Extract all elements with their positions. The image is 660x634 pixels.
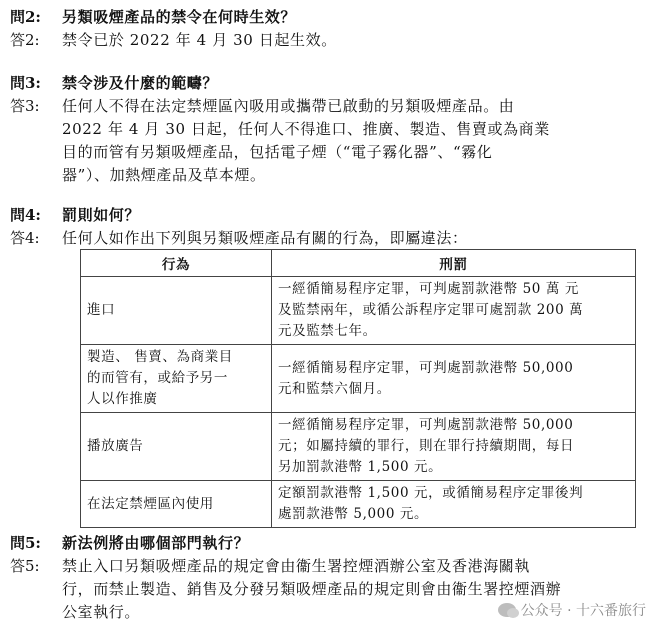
cell-line: 的而管有，或給予另一 xyxy=(87,370,228,386)
penalty-cell xyxy=(272,345,636,413)
answer-label: 答3: xyxy=(10,97,40,115)
wechat-icon xyxy=(498,603,516,617)
question-label: 問2: xyxy=(10,8,41,26)
question-label: 問4: xyxy=(10,206,41,224)
cell-line: 一經循簡易程序定罪，可判處罰款港幣 50,000 xyxy=(278,359,574,376)
answer-line: 行，而禁止製造、銷售及分發另類吸煙產品的規定則會由衞生署控煙酒辦 xyxy=(62,580,562,598)
cell-line: 處罰款港幣 5,000 元。 xyxy=(278,506,429,522)
cell-line: 及監禁兩年，或循公訴程序定罪可處罰款 200 萬 xyxy=(278,302,584,318)
cell-line: 元和監禁六個月。 xyxy=(278,380,391,397)
penalty-cell xyxy=(272,413,636,481)
answer-label: 答2: xyxy=(10,31,40,49)
question-text: 另類吸煙產品的禁令在何時生效？ xyxy=(62,8,297,26)
table-row xyxy=(81,481,636,528)
answer-row xyxy=(0,227,660,250)
cell-line: 進口 xyxy=(87,302,116,318)
table-row xyxy=(81,413,636,481)
watermark xyxy=(498,600,646,620)
column-header-act: 行為 xyxy=(81,250,272,277)
act-cell xyxy=(81,277,272,345)
answer-line: 任何人不得在法定禁煙區內吸用或攜帶已啟動的另類吸煙產品。由 xyxy=(62,97,515,115)
question-text: 新法例將由哪個部門執行？ xyxy=(62,534,250,552)
cell-line: 在法定禁煙區內使用 xyxy=(87,495,214,512)
act-cell xyxy=(81,345,272,413)
penalty-cell xyxy=(272,277,636,345)
cell-line: 元；如屬持續的罪行，則在罪行持續期間，每日 xyxy=(278,438,575,454)
cell-line: 另加罰款港幣 1,500 元。 xyxy=(278,459,443,475)
question-text: 罰則如何？ xyxy=(62,206,141,224)
answer-line: 器”）、加熱煙產品及草本煙。 xyxy=(62,166,266,184)
answer-line: 目的而管有另類吸煙產品，包括電子煙（“電子霧化器”、“霧化 xyxy=(62,143,493,161)
qa-block-2 xyxy=(0,6,660,52)
answer-row xyxy=(0,29,660,52)
answer-label: 答4: xyxy=(10,229,40,247)
answer-label: 答5: xyxy=(10,557,40,575)
answer-line: 公室執行。 xyxy=(62,603,141,621)
answer-row xyxy=(0,95,660,187)
answer-line: 禁止入口另類吸煙產品的規定會由衞生署控煙酒辦公室及香港海關執 xyxy=(62,557,531,575)
question-row xyxy=(0,204,660,227)
answer-text: 禁令已於 2022 年 4 月 30 日起生效。 xyxy=(62,31,337,49)
cell-line: 定額罰款港幣 1,500 元，或循簡易程序定罪後判 xyxy=(278,485,584,501)
cell-line: 一經循簡易程序定罪，可判處罰款港幣 50 萬 元 xyxy=(278,281,579,297)
qa-block-3 xyxy=(0,72,660,187)
table-header-row xyxy=(81,250,636,277)
table-row xyxy=(81,277,636,345)
penalty-cell xyxy=(272,481,636,528)
cell-line: 製造、 售賣、為商業目 xyxy=(87,349,233,365)
question-text: 禁令涉及什麼的範疇？ xyxy=(62,74,219,92)
act-cell xyxy=(81,413,272,481)
qa-block-4 xyxy=(0,204,660,250)
question-label: 問3: xyxy=(10,74,41,92)
question-row xyxy=(0,532,660,555)
column-header-penalty: 刑罰 xyxy=(272,250,636,277)
answer-text: 任何人如作出下列與另類吸煙產品有關的行為，即屬違法： xyxy=(62,229,468,247)
question-row xyxy=(0,6,660,29)
cell-line: 播放廣告 xyxy=(87,438,144,454)
answer-text xyxy=(62,95,660,187)
cell-line: 人以作推廣 xyxy=(87,391,158,407)
answer-line: 2022 年 4 月 30 日起，任何人不得進口、推廣、製造、售賣或為商業 xyxy=(62,120,550,138)
table-row xyxy=(81,345,636,413)
question-label: 問5: xyxy=(10,534,41,552)
cell-line: 一經循簡易程序定罪，可判處罰款港幣 50,000 xyxy=(278,417,574,433)
cell-line: 元及監禁七年。 xyxy=(278,323,377,339)
watermark-text: 公众号 · 十六番旅行 xyxy=(520,603,646,619)
question-row xyxy=(0,72,660,95)
penalty-table xyxy=(80,249,636,528)
act-cell xyxy=(81,481,272,528)
